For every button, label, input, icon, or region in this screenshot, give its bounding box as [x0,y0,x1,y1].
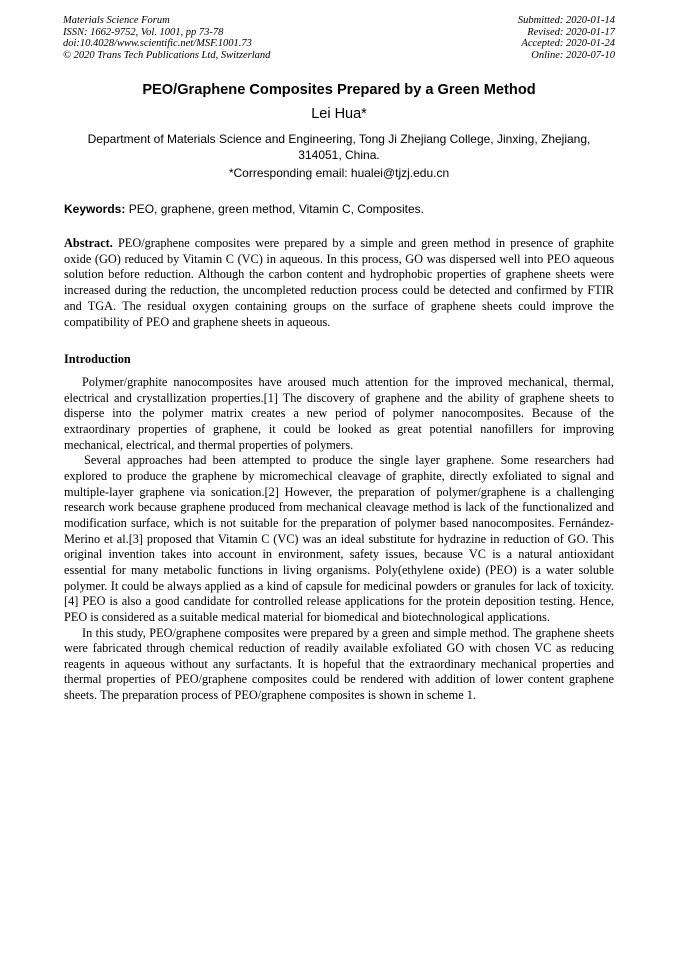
accepted-date: Accepted: 2020-01-24 [521,38,615,50]
issn: ISSN: 1662-9752, Vol. 1001, pp 73-78 [63,26,224,38]
abstract [64,236,614,330]
submitted-date: Submitted: 2020-01-14 [517,15,615,26]
paragraph: Polymer/graphite nanocomposites have aroused much attention for the improved mechanical, thermal, electrical and crystallization properties.[1] The discovery of graphene and the ability of graphene sheets to disperse into the polymer matrix creates a new period of polymer nanocomposites. Because of the extraordinary properties of graphene, it could be looked as great potential nanofillers for improving mechanical, electrical, and thermal properties of polymers. [64,375,614,452]
affiliation: Department of Materials Science and Engineering, Tong Ji Zhejiang College, Jinxing, Zhejiang, 314051, China. [87,132,591,162]
online-date: Online: 2020-07-10 [531,49,615,61]
paper-title: PEO/Graphene Composites Prepared by a Green Method [142,82,536,98]
section-heading-introduction: Introduction [64,352,131,366]
paragraph: In this study, PEO/graphene composites were prepared by a green and simple method. The graphene sheets were fabricated through chemical reduction of readily available exfoliated GO with chosen VC as reducing reagents in aqueous without any surfactants. It is hopeful that the extraordinary mechanical properties and thermal properties of PEO/graphene composites could be rendered with addition of lower content graphene sheets. The preparation process of PEO/graphene composites is shown in scheme 1. [64,625,614,703]
journal-name: Materials Science Forum [63,15,170,26]
doi: doi:10.4028/www.scientific.net/MSF.1001.73 [63,38,252,50]
dates-header [518,15,615,61]
paragraph: Several approaches had been attempted to produce the single layer graphene. Some researchers had explored to produce the graphene by micromechical cleavage of graphite, directly exfoliated to signal and multiple-layer graphene via sonication.[2] However, the preparation of polymer/graphene is a challenging research work because graphene produced from mechanical cleavage method is lack of the functionalized and modification surface, which is not suitable for the preparation of polymer based nanocomposites. Fernández-Merino et al.[3] proposed that Vitamin C (VC) was an ideal substitute for hydrazine in reduction of GO. This original invention takes into account in environment, safety issues, because VC is a natural antioxidant essential for many metabolic functions in living organisms. Poly(ethylene oxide) (PEO) is a water soluble polymer. It could be always applied as a kind of capsule for medicinal powders or granules for lack of toxicity.[4] PEO is also a good candidate for controlled release applications for the protein deposition testing. Hence, PEO is considered as a suitable medical material for biomedical and biotechnological applications. [64,453,614,624]
author: Lei Hua* [311,106,367,122]
introduction-body [64,375,614,704]
keywords [64,202,614,216]
copyright: © 2020 Trans Tech Publications Ltd, Switzerland [63,49,271,61]
keywords-label: Keywords: [64,202,126,216]
abstract-text: PEO/graphene composites were prepared by a simple and green method in presence of graphite oxide (GO) reduced by Vitamin C (VC) in aqueous. In this process, GO was dispersed well into PEO aqueous solution before reduction. Although the carbon content and hydrophobic properties of graphene sheets were increased during the reduction, the uncompleted reduction process could be detected and confirmed by FTIR and TGA. The residual oxygen containing groups on the surface of graphene sheets could improve the compatibility of PEO and graphene sheets in aqueous. [64,236,614,329]
keywords-text: PEO, graphene, green method, Vitamin C, Composites. [128,202,424,216]
abstract-label: Abstract. [64,236,113,250]
revised-date: Revised: 2020-01-17 [527,26,615,38]
journal-header [63,15,270,61]
corresponding-email: *Corresponding email: hualei@tjzj.edu.cn [228,166,450,180]
